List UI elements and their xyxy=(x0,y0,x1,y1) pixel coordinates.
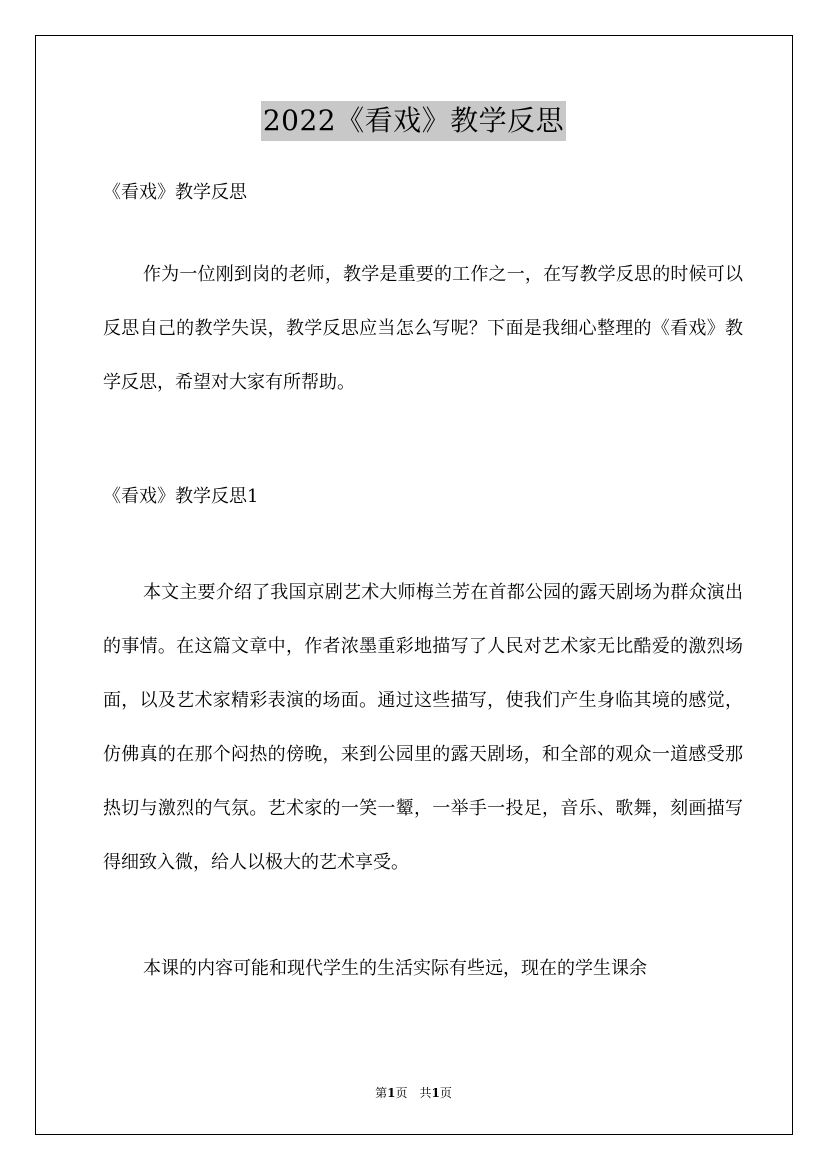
page-number: 1 xyxy=(387,1086,396,1100)
section-heading: 《看戏》教学反思1 xyxy=(103,486,259,507)
document-title: 2022《看戏》教学反思 xyxy=(261,101,566,141)
page-label-prefix: 第 xyxy=(375,1086,388,1100)
page-footer xyxy=(0,1083,827,1103)
body-paragraph: 本文主要介绍了我国京剧艺术大师梅兰芳在首都公园的露天剧场为群众演出的事情。在这篇文章中，作者浓墨重彩地描写了人民对艺术家无比酷爱的激烈场面，以及艺术家精彩表演的场面。通过这些描写，使我们产生身临其境的感觉，仿佛真的在那个闷热的傍晚，来到公园里的露天剧场，和全部的观众一道感受那热切与激烈的气氛。艺术家的一笑一颦，一举手一投足，音乐、歌舞，刻画描写得细致入微，给人以极大的艺术享受。 xyxy=(103,582,743,873)
total-label-suffix: 页 xyxy=(439,1086,452,1100)
body-paragraph: 本课的内容可能和现代学生的生活实际有些远，现在的学生课余 xyxy=(143,958,647,979)
title-container xyxy=(0,101,827,141)
page-label-suffix: 页 xyxy=(395,1086,408,1100)
document-subtitle: 《看戏》教学反思 xyxy=(103,182,247,203)
page-total: 1 xyxy=(431,1086,440,1100)
total-label-prefix: 共 xyxy=(419,1086,432,1100)
intro-paragraph: 作为一位刚到岗的老师，教学是重要的工作之一，在写教学反思的时候可以反思自己的教学失误，教学反思应当怎么写呢？下面是我细心整理的《看戏》教学反思，希望对大家有所帮助。 xyxy=(103,264,743,393)
document-body xyxy=(103,174,743,996)
